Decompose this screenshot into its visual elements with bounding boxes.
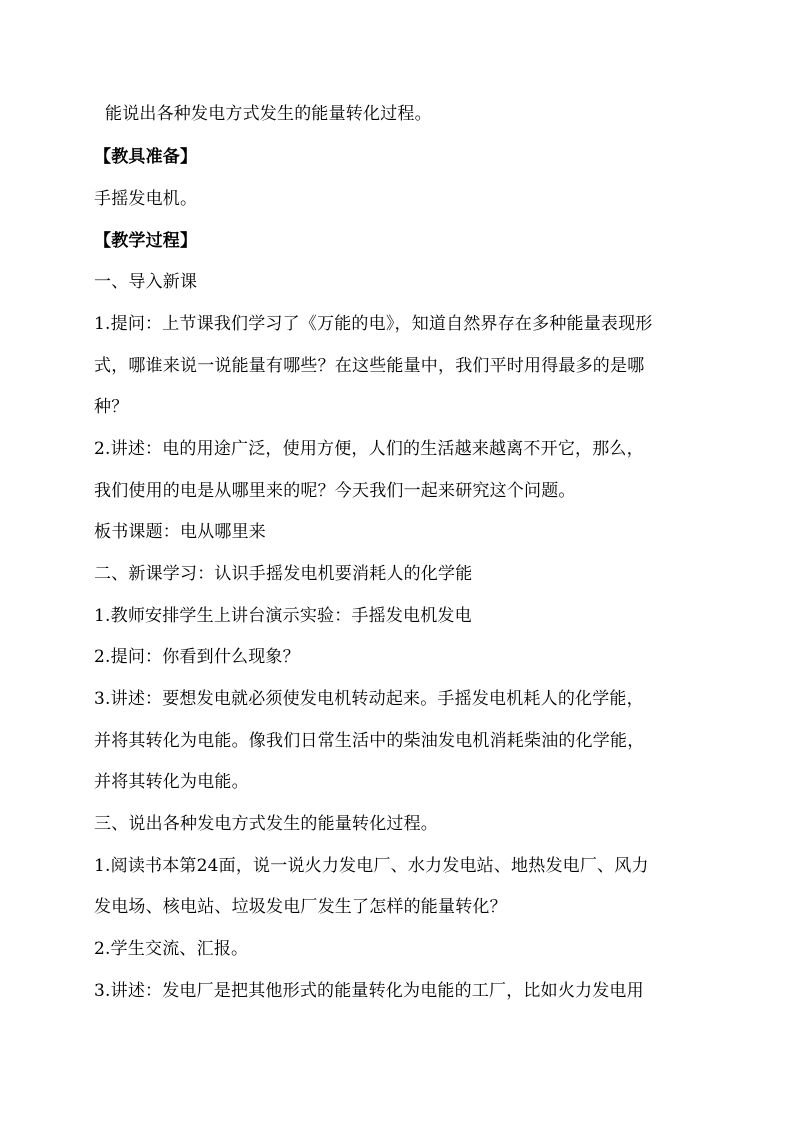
paragraph-line: 我们使用的电是从哪里来的呢？今天我们一起来研究这个问题。 xyxy=(94,481,576,501)
board-title-line: 板书课题：电从哪里来 xyxy=(94,522,266,542)
teaching-aids-text: 手摇发电机。 xyxy=(94,189,198,209)
section-heading-teaching-process: 【教学过程】 xyxy=(94,231,198,251)
paragraph-line: 2.提问：你看到什么现象？ xyxy=(94,647,300,667)
subheading-energy-conversion: 三、说出各种发电方式发生的能量转化过程。 xyxy=(94,814,438,834)
paragraph-line: 种？ xyxy=(94,397,129,417)
paragraph-line: 并将其转化为电能。 xyxy=(94,772,249,792)
subheading-intro: 一、导入新课 xyxy=(94,272,198,292)
paragraph-line: 1.阅读书本第24面，说一说火力发电厂、水力发电站、地热发电厂、风力 xyxy=(94,856,649,876)
objective-line: 能说出各种发电方式发生的能量转化过程。 xyxy=(105,104,432,124)
paragraph-line: 3.讲述：发电厂是把其他形式的能量转化为电能的工厂，比如火力发电用 xyxy=(94,981,644,1001)
paragraph-line: 1.教师安排学生上讲台演示实验：手摇发电机发电 xyxy=(94,606,472,626)
paragraph-line: 并将其转化为电能。像我们日常生活中的柴油发电机消耗柴油的化学能， xyxy=(94,731,645,751)
section-heading-teaching-aids: 【教具准备】 xyxy=(94,147,198,167)
paragraph-line: 式，哪谁来说一说能量有哪些？在这些能量中，我们平时用得最多的是哪 xyxy=(94,356,645,376)
paragraph-line: 3.讲述：要想发电就必须使发电机转动起来。手摇发电机耗人的化学能， xyxy=(94,689,644,709)
paragraph-line: 发电场、核电站、垃圾发电厂发生了怎样的能量转化？ xyxy=(94,897,507,917)
paragraph-line: 2.学生交流、汇报。 xyxy=(94,939,249,959)
paragraph-line: 2.讲述：电的用途广泛，使用方便，人们的生活越来越离不开它，那么， xyxy=(94,439,644,459)
paragraph-line: 1.提问：上节课我们学习了《万能的电》，知道自然界存在多种能量表现形 xyxy=(94,314,653,334)
subheading-new-lesson: 二、新课学习：认识手摇发电机要消耗人的化学能 xyxy=(94,564,473,584)
